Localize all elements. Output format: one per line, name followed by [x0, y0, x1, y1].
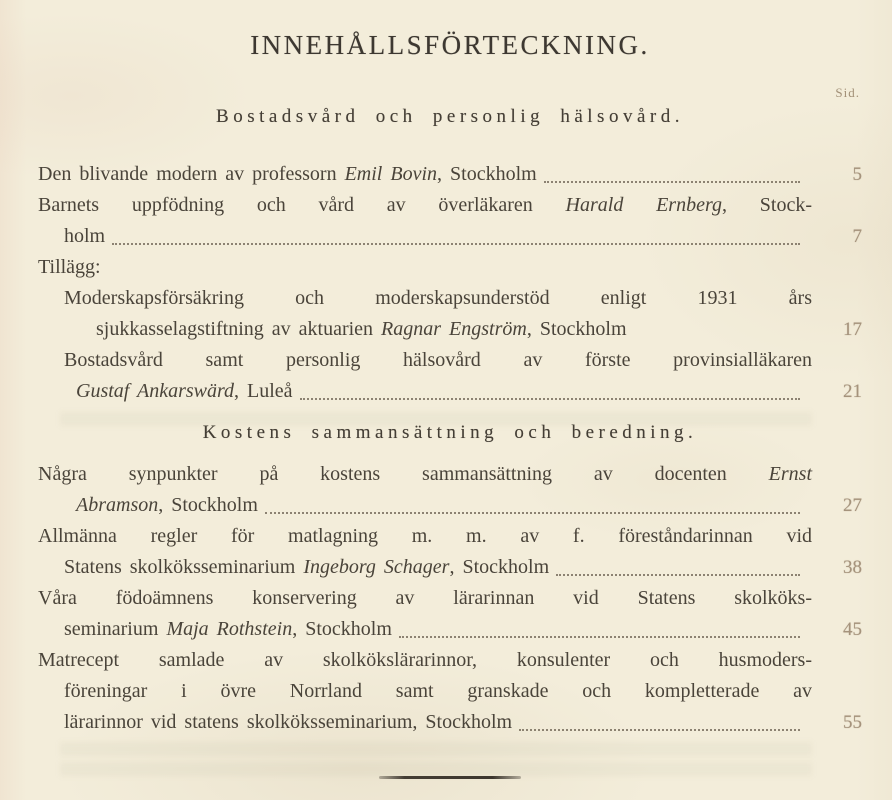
entry-text: , Stockholm	[158, 494, 258, 516]
author-name: Ragnar Engström	[381, 318, 527, 340]
entry-text: , Stockholm	[292, 618, 392, 640]
entry-text: föreningar i övre Norrland samt granskade och kompletterade av	[64, 680, 812, 702]
entry-text: seminarium	[64, 618, 167, 640]
entry-text: holm	[64, 225, 106, 247]
dot-leader	[519, 729, 800, 731]
dot-leader	[112, 243, 800, 245]
toc-entry-line	[38, 252, 862, 283]
toc-entry-line	[38, 707, 862, 738]
author-name: Gustaf Ankarswärd	[76, 380, 235, 402]
entry-text: , Luleå	[234, 380, 293, 402]
entry-text: sjukkasselagstiftning av aktuarien	[96, 318, 382, 340]
entry-text: , Stockholm	[437, 163, 537, 185]
toc-entry-line	[38, 583, 862, 614]
author-name: Ernst	[768, 463, 812, 485]
entry-text: , Stockholm	[526, 318, 627, 340]
toc-entry-line	[38, 614, 862, 645]
entry-text: Matrecept samlade av skolkökslärarinnor, konsulenter och husmoders-	[38, 649, 812, 671]
toc-entry-line	[38, 676, 862, 707]
author-name: Harald Ernberg	[565, 194, 723, 216]
toc-entry-line	[38, 221, 862, 252]
entry-text: , Stockholm	[449, 556, 550, 578]
page-number: 55	[843, 712, 862, 733]
toc-entry-line	[38, 190, 862, 221]
toc-entry-line	[38, 490, 862, 521]
entry-text: Statens skolköksseminarium	[64, 556, 304, 578]
entry-text: Våra födoämnens konservering av lärarinnan vid Statens skolköks-	[38, 587, 812, 609]
dot-leader	[399, 636, 800, 638]
entry-text: Några synpunkter på kostens sammansättning av docenten	[38, 463, 769, 485]
entry-text: Bostadsvård samt personlig hälsovård av förste provinsialläkaren	[64, 349, 812, 371]
entry-text: Allmänna regler för matlagning m. m. av f. föreståndarinnan vid	[38, 525, 812, 547]
toc-entry-line	[38, 521, 862, 552]
toc-entry-line	[38, 645, 862, 676]
entry-text: Moderskapsförsäkring och moderskapsunderstöd enligt 1931 års	[64, 287, 812, 309]
page-number: 45	[843, 619, 862, 640]
toc-entry-line	[38, 345, 862, 376]
toc-entry-line	[38, 283, 862, 314]
page-number: 21	[843, 381, 862, 402]
author-name: Abramson	[76, 494, 159, 516]
page-number: 7	[852, 226, 862, 247]
toc-entry-line	[38, 459, 862, 490]
toc-content	[0, 28, 892, 779]
page-column-header: Sid.	[835, 85, 860, 100]
section-heading-bostadsvard: Bostadsvård och personlig hälsovård.	[216, 106, 684, 127]
toc-entry-line	[38, 314, 862, 345]
toc-entry-line	[38, 552, 862, 583]
toc-entry-line	[38, 376, 862, 407]
section-heading-kosten: Kostens sammansättning och beredning.	[202, 422, 698, 443]
page-number: 5	[852, 164, 862, 185]
dot-leader	[544, 181, 800, 183]
author-name: Maja Rothstein	[166, 618, 293, 640]
author-name: Emil Bovin	[344, 163, 438, 185]
end-of-toc-rule	[379, 776, 521, 779]
author-name: Ingeborg Schager	[303, 556, 450, 578]
page-number: 27	[843, 495, 862, 516]
toc-entry-line	[38, 159, 862, 190]
page-number: 38	[843, 557, 862, 578]
page-title: INNEHÅLLSFÖRTECKNING.	[250, 30, 650, 60]
dot-leader	[300, 398, 800, 400]
page-number: 17	[843, 319, 862, 340]
entry-text: Tillägg:	[38, 256, 101, 278]
entry-text: , Stock-	[722, 194, 812, 216]
entry-text: Barnets uppfödning och vård av överläkaren	[38, 194, 566, 216]
entry-text: lärarinnor vid statens skolköksseminarium, Stockholm	[64, 711, 513, 733]
dot-leader	[556, 574, 800, 576]
entry-text: Den blivande modern av professorn	[38, 163, 345, 185]
dot-leader	[265, 512, 800, 514]
